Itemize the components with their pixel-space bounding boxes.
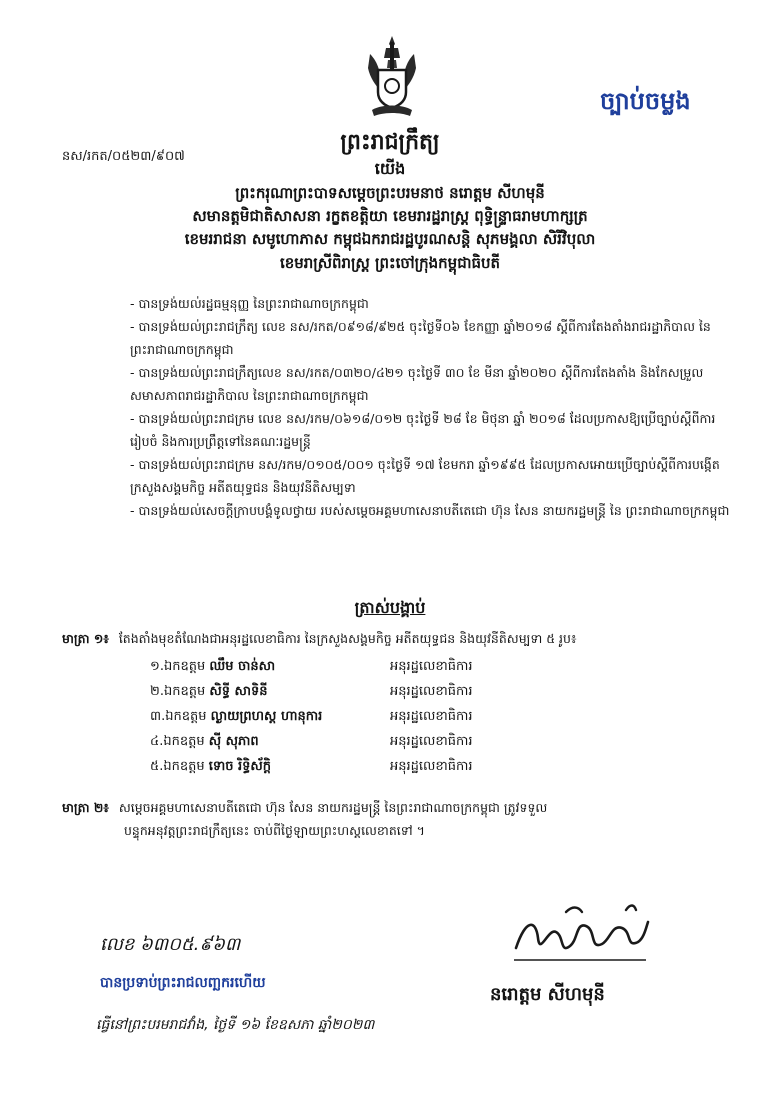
appointee-name: សិទ្ធី សាទិនី [209,684,268,699]
preamble-item: - បានទ្រង់យល់ព្រះរាជក្រឹត្យ លេខ នស/រកត/០៩១៨/៩២៥ ចុះថ្ងៃទី០៦ ខែកញ្ញា ឆ្នាំ២០១៨ ស្តីពីការតែងតាំងរាជរដ្ឋាភិបាល នៃព្រះរាជាណាចក្រកម្ពុជា [130,319,711,357]
article-1 [62,628,732,650]
article-2-label: មាត្រា ២៖ [62,800,109,815]
appointee-role: អនុរដ្ឋលេខាធិការ [390,684,473,699]
handwritten-reference: លេខ ៦៣០៥.៩៦៣ [100,934,241,955]
appointee-role: អនុរដ្ឋលេខាធិការ [390,709,473,724]
preamble-item: - បានទ្រង់យល់ព្រះរាជក្រម លេខ នស/រកម/០៦១៨/០១២ ចុះថ្ងៃទី ២៨ ខែ មិថុនា ឆ្នាំ ២០១៨ ដែលប្រកាសឱ្យប្រើច្បាប់ស្តីពីការរៀបចំ និងការប្រព្រឹត្តទៅនៃគណៈរដ្ឋមន្ត្រី [130,411,716,449]
appointee-name: ឈឹម ចាន់សា [209,659,276,674]
article-1-label: មាត្រា ១៖ [62,631,109,646]
decree-title: ព្រះរាជក្រឹត្យ [340,130,440,155]
royal-coat-of-arms-emblem [364,34,420,120]
preamble-list [130,292,730,522]
place-and-date: ធ្វើនៅព្រះបរមរាជវាំង, ថ្ងៃទី ១៦ ខែឧសភា ឆ្នាំ២០២៣ [96,1017,375,1033]
appointee-role: អនុរដ្ឋលេខាធិការ [390,734,473,749]
appointee-name: ទោច រិទ្ធិស័ក្តិ [208,759,272,774]
reference-number: នស/រកត/០៥២៣/៩០៧ [62,149,185,164]
signer-name: នរោត្តម សីហមុនី [490,984,605,1005]
appointee-role: អនុរដ្ឋលេខាធិការ [390,659,473,674]
appointee-name: ស៊ី សុភាព [208,734,259,749]
preamble-item: - បានទ្រង់យល់សេចក្តីក្រាបបង្គំទូលថ្វាយ របស់សម្តេចអគ្គមហាសេនាបតីតេជោ ហ៊ុន សែន នាយករដ្ឋមន្ត្រី នៃ ព្រះរាជាណាចក្រកម្ពុជា [130,503,730,518]
appointee-title: ២.ឯកឧត្តម [150,684,206,699]
article-2-continuation: បន្ទុកអនុវត្តព្រះរាជក្រឹត្យនេះ ចាប់ពីថ្ងៃឡាយព្រះហស្តលេខាតទៅ ។ [124,823,425,838]
preamble-item: - បានទ្រង់យល់ព្រះរាជក្រឹត្យលេខ នស/រកត/០៣២០/៤២១ ចុះថ្ងៃទី ៣០ ខែ មីនា ឆ្នាំ២០២០ ស្តីពីការតែងតាំង និងកែសម្រួលសមាសភាពរាជរដ្ឋាភិបាល នៃព្រះរាជាណាចក្រកម្ពុជា [130,365,704,403]
article-1-text: តែងតាំងមុខតំណែងជាអនុរដ្ឋលេខាធិការ នៃក្រសួងសង្គមកិច្ច អតីតយុទ្ធជន និងយុវនីតិសម្បទា ៥ រូប៖ [118,631,577,646]
king-title-line-1: ព្រះករុណាព្រះបាទសម្តេចព្រះបរមនាថ នរោត្តម សីហមុនី [235,184,545,202]
appointee-row [150,658,650,683]
preamble-item: - បានទ្រង់យល់រដ្ឋធម្មនុញ្ញ នៃព្រះរាជាណាចក្រកម្ពុជា [130,296,369,311]
appointee-role: អនុរដ្ឋលេខាធិការ [390,759,473,774]
appointee-title: ១.ឯកឧត្តម [150,659,206,674]
appointee-row [150,708,650,733]
appointee-row [150,733,650,758]
king-title-line-3: ខេមររាជនា សមូហោភាស កម្ពុជឯករាជរដ្ឋបូរណសន្តិ សុភមង្គលា សិរីវិបុលា [184,230,596,248]
royal-signature [506,898,656,968]
king-title-line-2: សមានត្តមិជាតិសាសនា រក្ខតខត្តិយា ខេមរារដ្ឋរាស្ត្រ ពុទ្ធិន្ទ្រាធរាមហាក្សត្រ [192,207,588,225]
appointee-row [150,683,650,708]
appointee-title: ៤.ឯកឧត្តម [150,734,205,749]
king-title-line-4: ខេមរាស្រីពិរាស្ត្រ ព្រះចៅក្រុងកម្ពុជាធិបតី [279,254,501,272]
preamble-item: - បានទ្រង់យល់ព្រះរាជក្រម នស/រកម/០១០៥/០០១ ចុះថ្ងៃទី ១៧ ខែមករា ឆ្នាំ១៩៩៥ ដែលប្រកាសអោយប្រើច្បាប់ស្តីពីការបង្កើតក្រសួងសង្គមកិច្ច អតីតយុទ្ធជន និងយុវនីតិសម្បទា [130,457,720,495]
we-heading: យើង [374,159,406,178]
appointee-title: ៣.ឯកឧត្តម [150,709,207,724]
appointee-list [150,658,650,783]
appointee-row [150,758,650,783]
seal-registered-note: បានប្រទាប់ព្រះរាជលញ្ឆករហើយ [100,975,266,991]
copy-stamp: ច្បាប់ចម្លង [600,87,691,115]
article-2-text: សម្តេចអគ្គមហាសេនាបតីតេជោ ហ៊ុន សែន នាយករដ្ឋមន្ត្រី នៃព្រះរាជាណាចក្រកម្ពុជា ត្រូវទទួល [118,800,548,815]
appointee-title: ៥.ឯកឧត្តម [150,759,205,774]
decree-heading: ត្រាស់បង្គាប់ [354,598,426,617]
appointee-name: ល្ងាយព្រហស្ត ហានុការ [210,709,323,724]
article-2 [62,796,722,842]
